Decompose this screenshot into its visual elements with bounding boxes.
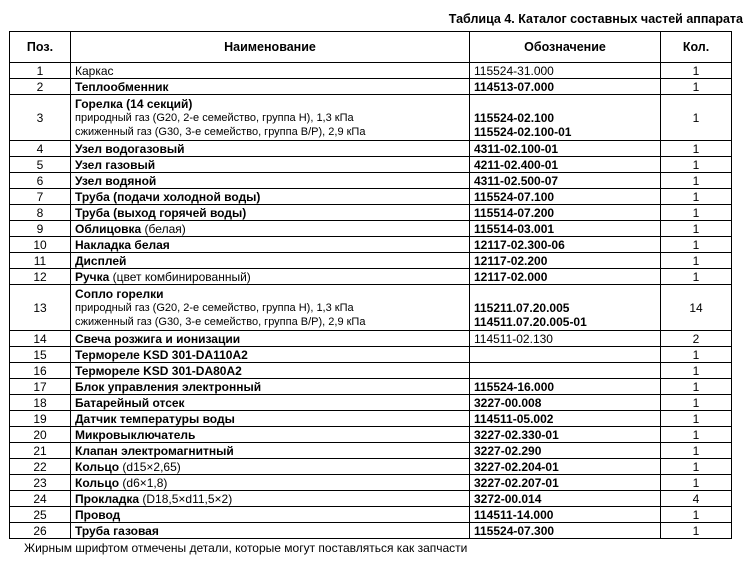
- cell-qty: 2: [661, 331, 732, 347]
- cell-qty: 1: [661, 157, 732, 173]
- designation: 115514-07.200: [474, 205, 555, 220]
- table-row: [10, 141, 732, 157]
- part-name-note: (белая): [141, 221, 186, 236]
- table-row: [10, 523, 732, 539]
- header-designation: Обозначение: [470, 32, 661, 63]
- designation: 115524-07.300: [474, 523, 555, 538]
- part-name: Накладка белая: [75, 237, 170, 252]
- part-name: Сопло горелки: [75, 286, 164, 301]
- cell-qty: 1: [661, 141, 732, 157]
- cell-name: [71, 269, 470, 285]
- cell-qty: 1: [661, 443, 732, 459]
- cell-name: [71, 507, 470, 523]
- designation: 4311-02.500-07: [474, 173, 559, 188]
- designation: 114511-14.000: [474, 507, 554, 522]
- designation: 3227-00.008: [474, 395, 542, 410]
- designation: 4311-02.100-01: [474, 141, 559, 156]
- designation: 115514-03.001: [474, 221, 555, 236]
- cell-qty: 1: [661, 395, 732, 411]
- cell-designation: [470, 379, 661, 395]
- cell-qty: 1: [661, 523, 732, 539]
- cell-qty: 1: [661, 411, 732, 427]
- cell-qty: 1: [661, 63, 732, 79]
- cell-name: [71, 411, 470, 427]
- cell-name: [71, 237, 470, 253]
- cell-name: [71, 491, 470, 507]
- cell-name: [71, 173, 470, 189]
- part-name: Облицовка: [75, 221, 142, 236]
- cell-pos: 6: [10, 173, 71, 189]
- table-row: [10, 395, 732, 411]
- part-name: Блок управления электронный: [75, 379, 262, 394]
- cell-designation: [470, 507, 661, 523]
- cell-qty: 1: [661, 253, 732, 269]
- cell-designation: [470, 523, 661, 539]
- cell-pos: 4: [10, 141, 71, 157]
- cell-pos: 15: [10, 347, 71, 363]
- cell-qty: 1: [661, 79, 732, 95]
- part-name: Свеча розжига и ионизации: [75, 331, 241, 346]
- designation: 114511-02.130: [474, 331, 553, 346]
- cell-designation: [470, 95, 661, 141]
- cell-name: [71, 221, 470, 237]
- part-name-note: (d15×2,65): [119, 459, 181, 474]
- designation: 4211-02.400-01: [474, 157, 559, 172]
- cell-name: [71, 363, 470, 379]
- part-variant: природный газ (G20, 2-е семейство, группа Н), 1,3 кПа: [75, 301, 354, 314]
- part-name: Труба газовая: [75, 523, 159, 538]
- cell-pos: 18: [10, 395, 71, 411]
- cell-qty: 1: [661, 269, 732, 285]
- header-qty: Кол.: [661, 32, 732, 63]
- table-row: [10, 253, 732, 269]
- table-row: [10, 379, 732, 395]
- cell-name: [71, 475, 470, 491]
- cell-pos: 20: [10, 427, 71, 443]
- cell-designation: [470, 331, 661, 347]
- cell-qty: 1: [661, 427, 732, 443]
- part-name: Кольцо: [75, 475, 120, 490]
- part-name: Микровыключатель: [75, 427, 196, 442]
- cell-pos: 3: [10, 95, 71, 141]
- parts-catalog-table: [9, 31, 732, 539]
- cell-designation: [470, 459, 661, 475]
- cell-pos: 7: [10, 189, 71, 205]
- cell-name: [71, 523, 470, 539]
- cell-designation: [470, 173, 661, 189]
- header-pos: Поз.: [10, 32, 71, 63]
- cell-pos: 26: [10, 523, 71, 539]
- cell-name: [71, 95, 470, 141]
- cell-designation: [470, 189, 661, 205]
- cell-pos: 24: [10, 491, 71, 507]
- cell-designation: [470, 237, 661, 253]
- table-row: [10, 411, 732, 427]
- cell-name: [71, 395, 470, 411]
- cell-designation: [470, 157, 661, 173]
- table-row: [10, 459, 732, 475]
- table-row: [10, 221, 732, 237]
- cell-pos: 19: [10, 411, 71, 427]
- cell-pos: 5: [10, 157, 71, 173]
- table-row: [10, 95, 732, 141]
- cell-name: [71, 331, 470, 347]
- part-name: Кольцо: [75, 459, 120, 474]
- cell-name: [71, 157, 470, 173]
- footnote: Жирным шрифтом отмечены детали, которые могут поставляться как запчасти: [24, 541, 468, 555]
- part-name: Провод: [75, 507, 121, 522]
- designation-variant: 115211.07.20.005: [474, 300, 570, 315]
- cell-name: [71, 253, 470, 269]
- cell-qty: 1: [661, 507, 732, 523]
- table-body: [10, 63, 732, 539]
- cell-designation: [470, 475, 661, 491]
- part-name: Узел газовый: [75, 157, 156, 172]
- cell-name: [71, 285, 470, 331]
- cell-pos: 22: [10, 459, 71, 475]
- designation-variant: 115524-02.100: [474, 110, 555, 125]
- table-row: [10, 331, 732, 347]
- cell-pos: 23: [10, 475, 71, 491]
- part-name: Труба (подачи холодной воды): [75, 189, 261, 204]
- cell-designation: [470, 205, 661, 221]
- cell-name: [71, 427, 470, 443]
- cell-designation: [470, 79, 661, 95]
- cell-qty: 1: [661, 221, 732, 237]
- designation: 3227-02.330-01: [474, 427, 559, 442]
- cell-name: [71, 347, 470, 363]
- part-name: Прокладка: [75, 491, 140, 506]
- designation: 114513-07.000: [474, 79, 555, 94]
- cell-name: [71, 443, 470, 459]
- table-row: [10, 347, 732, 363]
- cell-designation: [470, 395, 661, 411]
- part-name: Датчик температуры воды: [75, 411, 235, 426]
- part-variant: сжиженный газ (G30, 3-е семейство, группа В/Р), 2,9 кПа: [75, 315, 366, 328]
- part-name: Узел водяной: [75, 173, 157, 188]
- part-name: Узел водогазовый: [75, 141, 185, 156]
- cell-qty: 1: [661, 379, 732, 395]
- part-name: Горелка (14 секций): [75, 96, 193, 111]
- table-row: [10, 443, 732, 459]
- cell-name: [71, 459, 470, 475]
- cell-pos: 13: [10, 285, 71, 331]
- part-name-note: (D18,5×d11,5×2): [139, 491, 233, 506]
- designation-variant: 115524-02.100-01: [474, 124, 572, 139]
- cell-pos: 10: [10, 237, 71, 253]
- cell-designation: [470, 141, 661, 157]
- cell-designation: [470, 269, 661, 285]
- cell-pos: 9: [10, 221, 71, 237]
- cell-designation: [470, 63, 661, 79]
- part-name: Клапан электромагнитный: [75, 443, 234, 458]
- designation: 3227-02.290: [474, 443, 542, 458]
- cell-qty: 1: [661, 363, 732, 379]
- part-name: Батарейный отсек: [75, 395, 185, 410]
- designation: 114511-05.002: [474, 411, 554, 426]
- table-row: [10, 237, 732, 253]
- part-variant: сжиженный газ (G30, 3-е семейство, группа В/Р), 2,9 кПа: [75, 125, 366, 138]
- cell-name: [71, 63, 470, 79]
- part-name: Теплообменник: [75, 79, 169, 94]
- cell-pos: 25: [10, 507, 71, 523]
- cell-pos: 8: [10, 205, 71, 221]
- cell-designation: [470, 347, 661, 363]
- cell-qty: 4: [661, 491, 732, 507]
- designation: 115524-16.000: [474, 379, 555, 394]
- table-row: [10, 491, 732, 507]
- cell-qty: 1: [661, 475, 732, 491]
- part-name: Каркас: [75, 63, 114, 78]
- designation: 12117-02.000: [474, 269, 548, 284]
- table-row: [10, 427, 732, 443]
- cell-pos: 1: [10, 63, 71, 79]
- designation: 12117-02.200: [474, 253, 548, 268]
- cell-qty: 1: [661, 173, 732, 189]
- cell-qty: 1: [661, 237, 732, 253]
- part-name: Терморeле KSD 301-DA80A2: [75, 363, 242, 378]
- part-name-note: (d6×1,8): [119, 475, 168, 490]
- designation: 3272-00.014: [474, 491, 542, 506]
- part-name: Терморeле KSD 301-DA110A2: [75, 347, 248, 362]
- cell-name: [71, 205, 470, 221]
- cell-pos: 12: [10, 269, 71, 285]
- table-row: [10, 269, 732, 285]
- cell-qty: 1: [661, 189, 732, 205]
- cell-name: [71, 141, 470, 157]
- cell-pos: 2: [10, 79, 71, 95]
- table-row: [10, 475, 732, 491]
- table-header-row: [10, 32, 732, 63]
- cell-qty: 1: [661, 205, 732, 221]
- part-name: Дисплей: [75, 253, 127, 268]
- cell-qty: 1: [661, 347, 732, 363]
- cell-qty: 14: [661, 285, 732, 331]
- designation-variant: 114511.07.20.005-01: [474, 314, 587, 329]
- table-row: [10, 285, 732, 331]
- cell-designation: [470, 491, 661, 507]
- table-caption: Таблица 4. Каталог составных частей аппарата: [448, 12, 743, 26]
- header-name: Наименование: [71, 32, 470, 63]
- designation: 115524-31.000: [474, 63, 554, 78]
- cell-pos: 14: [10, 331, 71, 347]
- cell-designation: [470, 253, 661, 269]
- part-name-note: (цвет комбинированный): [109, 269, 251, 284]
- cell-qty: 1: [661, 95, 732, 141]
- cell-designation: [470, 411, 661, 427]
- cell-pos: 16: [10, 363, 71, 379]
- table-row: [10, 205, 732, 221]
- table-row: [10, 189, 732, 205]
- designation: 3227-02.207-01: [474, 475, 559, 490]
- table-row: [10, 79, 732, 95]
- part-variant: природный газ (G20, 2-е семейство, группа Н), 1,3 кПа: [75, 111, 354, 124]
- designation: 12117-02.300-06: [474, 237, 565, 252]
- cell-pos: 17: [10, 379, 71, 395]
- table-row: [10, 173, 732, 189]
- table-row: [10, 157, 732, 173]
- cell-designation: [470, 427, 661, 443]
- cell-qty: 1: [661, 459, 732, 475]
- designation: 115524-07.100: [474, 189, 555, 204]
- cell-name: [71, 189, 470, 205]
- cell-designation: [470, 221, 661, 237]
- table-row: [10, 63, 732, 79]
- cell-pos: 11: [10, 253, 71, 269]
- table-row: [10, 507, 732, 523]
- part-name: Ручка: [75, 269, 110, 284]
- part-name: Труба (выход горячей воды): [75, 205, 247, 220]
- cell-name: [71, 79, 470, 95]
- cell-designation: [470, 363, 661, 379]
- cell-designation: [470, 285, 661, 331]
- cell-pos: 21: [10, 443, 71, 459]
- table-row: [10, 363, 732, 379]
- cell-name: [71, 379, 470, 395]
- cell-designation: [470, 443, 661, 459]
- designation: 3227-02.204-01: [474, 459, 559, 474]
